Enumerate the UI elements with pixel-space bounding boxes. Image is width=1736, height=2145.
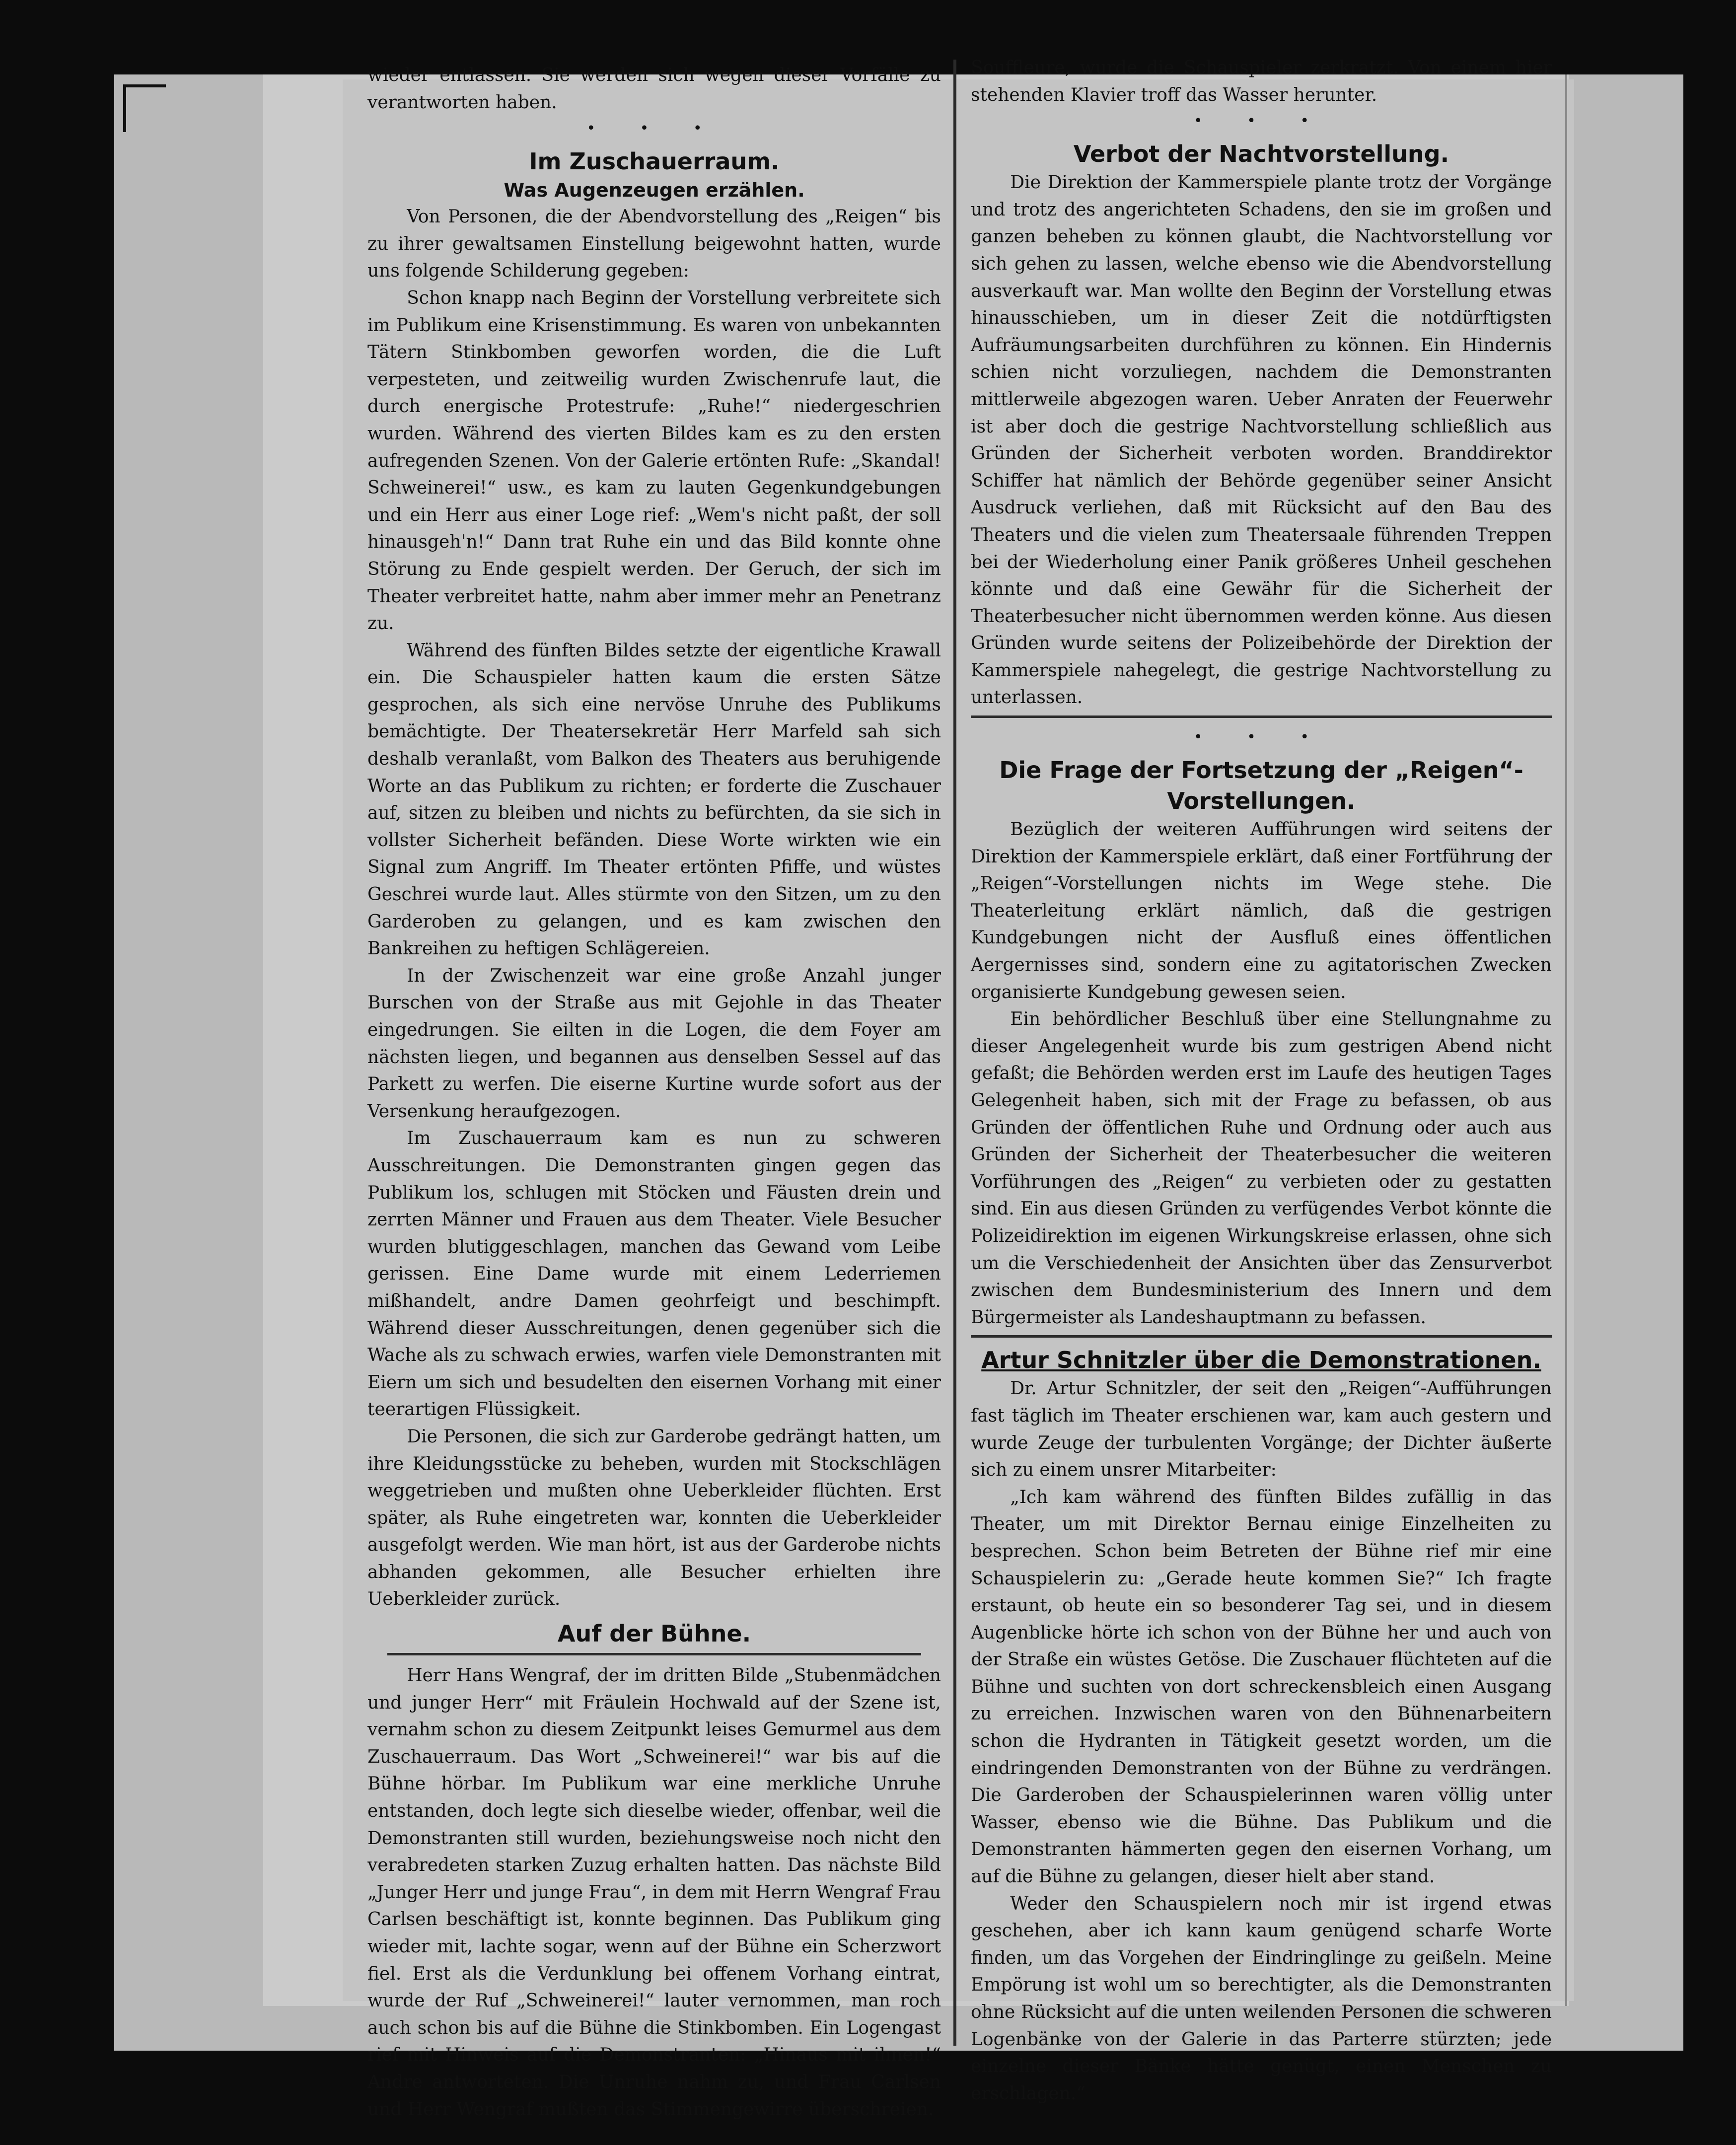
separator-stars: • • • [1193,112,1329,130]
paragraph: Im Zuschauerraum kam es nun zu schweren Ausschreitungen. Die Demonstranten gingen gegen das Publikum los, schlugen mit Stöcken und Fäusten drein und zerrten Männer und Frauen aus dem Theater. Viele Besucher wurden blutiggeschlagen, manchen das Gewand vom Leibe gerissen. Eine Dame wurde mit einem Lederriemen mißhandelt, andre Damen geohrfeigt und beschimpft. Während dieser Ausschreitungen, denen gegenüber sich die Wache als zu schwach erwies, warfen viele Demonstranten mit Eiern um sich und besudelten den eisernen Vorhang mit einer teerartigen Flüssigkeit. [367,1128,941,1420]
headline-schnitzler: Artur Schnitzler über die Demonstrationen. [981,1347,1541,1374]
paragraph: Weder den Schauspielern noch mir ist irgend etwas geschehen, aber ich kann kaum genügend scharfe Worte finden, um das Vorgehen der Eindringlinge zu geißeln. Meine Empörung ist wohl um so berechtigter, als die Demonstranten ohne Rücksicht auf die unten weilenden Personen die schweren Logenbänke von der Galerie in das Parterre stürzten; jede einzelne dieser Bänke hätte genügt, einen Menschen zu erschlagen.“ [971,1893,1552,2104]
headline-rule [387,1653,921,1655]
left-column [367,62,941,2123]
separator-stars: • • • [1193,728,1329,746]
paragraph: Schon knapp nach Beginn der Vorstellung verbreitete sich im Publikum eine Krisenstimmung. Es waren von unbekannten Tätern Stinkbomben geworfen worden, die die Luft verpesteten, und zeitweilig wurden Zwischenrufe laut, die durch energische Protestrufe: „Ruhe!“ niedergeschrien wurden. Während des vierten Bildes kam es zu den ersten aufregenden Szenen. Von der Galerie ertönten Rufe: „Skandal! Schweinerei!“ usw., es kam zu lauten Gegenkundgebungen und ein Herr aus einer Loge rief: „Wem's nicht paßt, der soll hinausgeh'n!“ Dann trat Ruhe ein und das Bild konnte ohne Störung zu Ende gespielt werden. Der Geruch, der sich im Theater verbreitet hatte, nahm aber immer mehr an Penetranz zu. [367,287,941,634]
paragraph: Die Personen, die sich zur Garderobe gedrängt hatten, um ihre Kleidungsstücke zu beheben, wurden mit Stockschlägen weggetrieben und mußten ohne Ueberkleider flüchten. Erst später, als Ruhe eingetreten war, konnten die Ueberkleider ausgefolgt werden. Wie man hört, ist aus der Garderobe nichts abhanden gekommen, alle Besucher erhielten ihre Ueberkleider zurück. [367,1426,941,1610]
paragraph: Dr. Artur Schnitzler, der seit den „Reigen“-Aufführungen fast täglich im Theater erschienen war, kam auch gestern und wurde Zeuge der turbulenten Vorgänge; der Dichter äußerte sich zu einem unsrer Mitarbeiter: [971,1378,1552,1481]
headline-fortsetzung: Die Frage der Fortsetzung der „Reigen“-Vorstellungen. [999,757,1523,815]
paragraph: „Ich kam während des fünften Bildes zufällig in das Theater, um mit Direktor Bernau einige Einzelheiten zu besprechen. Schon beim Betreten der Bühne rief mir eine Schauspielerin zu: „Gerade heute kommen Sie?“ Ich fragte erstaunt, ob heute ein so besonderer Tag sei, und in diesem Augenblicke hörte ich schon von der Bühne her und auch von der Straße ein wüstes Getöse. Die Zuschauer flüchteten auf die Bühne und suchten von dort schreckensbleich einen Ausgang zu erreichen. Inzwischen waren von den Bühnenarbeitern schon die Hydranten in Tätigkeit gesetzt worden, um die eindringenden Demonstranten von der Bühne zu verdrängen. Die Garderoben der Schauspielerinnen waren völlig unter Wasser, ebenso wie die Bühne. Das Publikum und die Demonstranten hämmerten gegen den eisernen Vorhang, um auf die Bühne zu gelangen, dieser hielt aber stand. [971,1487,1552,1887]
headline-buehne: Auf der Bühne. [557,1620,751,1647]
paragraph: Von Personen, die der Abendvorstellung des „Reigen“ bis zu ihrer gewaltsamen Einstellung beigewohnt hatten, wurde uns folgende Schilderung gegeben: [367,207,941,282]
right-column [971,55,1552,2107]
section-rule [971,1335,1552,1338]
paragraph: In der Zwischenzeit war eine große Anzahl junger Burschen von der Straße aus mit Gejohle in das Theater eingedrungen. Sie eilten in die Logen, die dem Foyer am nächsten liegen, und begannen aus denselben Sessel auf das Parkett zu werfen. Die eiserne Kurtine wurde sofort aus der Versenkung heraufgezogen. [367,965,941,1122]
paragraph: Herr Hans Wengraf, der im dritten Bilde „Stubenmädchen und junger Herr“ mit Fräulein Hochwald auf der Szene ist, vernahm schon zu diesem Zeitpunkt leises Gemurmel aus dem Zuschauerraum. Das Wort „Schweinerei!“ war bis auf die Bühne hörbar. Im Publikum war eine merkliche Unruhe entstanden, doch legte sich dieselbe wieder, offenbar, weil die Demonstranten still wurden, beziehungsweise noch nicht den verabredeten starken Zuzug erhalten hatten. Das nächste Bild „Junger Herr und junge Frau“, in dem mit Herrn Wengraf Frau Carlsen beschäftigt ist, konnte beginnen. Das Publikum ging wieder mit, lachte sogar, wenn auf der Bühne ein Scherzwort fiel. Erst als die Verdunklung bei offenem Vorhang eintrat, wurde der Ruf „Schweinerei!“ lauter vernommen, man roch auch schon bis auf die Bühne die Stinkbomben. Ein Logengast rief mit Hinweis auf die Demonstranten: „Hinaus mit ihnen!“ Andre antworteten. Die Unruhe nahm zu, und Frau Carlsen und Herr Wengraf mußten das Stimmengewirre überschreien. [367,1665,941,2120]
column-divider [953,60,956,2046]
paragraph: Ein behördlicher Beschluß über eine Stellungnahme zu dieser Angelegenheit wurde bis zum gestrigen Abend nicht gefaßt; die Behörden werden erst im Laufe des heutigen Tages Gelegenheit haben, sich mit der Frage zu befassen, ob aus Gründen der öffentlichen Ruhe und Ordnung oder auch aus Gründen der Sicherheit der Theaterbesucher die weiteren Vorführungen des „Reigen“ zu verbieten oder zu gestatten sind. Ein aus diesen Gründen zu verfügendes Verbot könnte die Polizeidirektion im eigenen Wirkungskreise erlassen, ohne sich um die Verschiedenheit der Ansichten über das Zensurverbot zwischen dem Bundesministerium des Innern und dem Bürgermeister als Landeshauptmann zu befassen. [971,1009,1552,1328]
separator-stars: • • • [586,120,722,138]
left-top-text: wieder entlassen. Sie werden sich wegen dieser Vorfälle zu verantworten haben. [367,65,941,113]
right-top-text: Souffleure, wurde die Schauspieler zerkratzt. Von einem hier stehenden Klavier troff das Wasser herunter. [971,58,1552,105]
paragraph: Bezüglich der weiteren Aufführungen wird seitens der Direktion der Kammerspiele erklärt, daß einer Fortführung der „Reigen“-Vorstellungen nichts im Wege stehe. Die Theaterleitung erklärt nämlich, daß die gestrigen Kundgebungen nicht der Ausfluß eines öffentlichen Aergernisses sind, sondern eine zu agitatorischen Zwecken organisierte Kundgebung gewesen seien. [971,819,1552,1002]
subheadline-augenzeugen: Was Augenzeugen erzählen. [504,179,805,202]
clipping-edge [1565,74,1567,2006]
crop-mark [123,84,166,132]
section-rule [971,715,1552,718]
headline-zuschauerraum: Im Zuschauerraum. [529,148,780,175]
paragraph: Die Direktion der Kammerspiele plante trotz der Vorgänge und trotz des angerichteten Schadens, den sie im großen und ganzen beheben zu können glaubt, die Nachtvorstellung vor sich gehen zu lassen, welche ebenso wie die Abendvorstellung ausverkauft war. Man wollte den Beginn der Vorstellung etwas hinausschieben, um in dieser Zeit die notdürftigsten Aufräumungsarbeiten durchführen zu können. Ein Hindernis schien nicht vorzuliegen, nachdem die Demonstranten mittlerweile abgezogen waren. Ueber Anraten der Feuerwehr ist aber doch die gestrige Nachtvorstellung schließlich aus Gründen der Sicherheit verboten worden. Branddirektor Schiffer hat nämlich der Behörde gegenüber seiner Ansicht Ausdruck verliehen, daß mit Rücksicht auf den Bau des Theaters und die vielen zum Theatersaale führenden Treppen bei der Wiederholung einer Panik größeres Unheil geschehen könnte und daß eine Gewähr für die Sicherheit der Theaterbesucher nicht übernommen werden könne. Aus diesen Gründen wurde seitens der Polizeibehörde der Direktion der Kammerspiele nahegelegt, die gestrige Nachtvorstellung zu unterlassen. [971,172,1552,708]
headline-nachtvorstellung: Verbot der Nachtvorstellung. [1073,141,1449,168]
paragraph: Während des fünften Bildes setzte der eigentliche Krawall ein. Die Schauspieler hatten kaum die ersten Sätze gesprochen, als sich eine nervöse Unruhe des Publikums bemächtigte. Der Theatersekretär Herr Marfeld sah sich deshalb veranlaßt, vom Balkon des Theaters aus beruhigende Worte an das Publikum zu richten; er forderte die Zuschauer auf, sitzen zu bleiben und nichts zu befürchten, da sie sich in vollster Sicherheit befänden. Diese Worte wirkten wie ein Signal zum Angriff. Im Theater ertönten Pfiffe, und wüstes Geschrei wurde laut. Alles stürmte von den Sitzen, um zu den Garderoben zu gelangen, und es kam zwischen den Bankreihen zu heftigen Schlägereien. [367,640,941,959]
